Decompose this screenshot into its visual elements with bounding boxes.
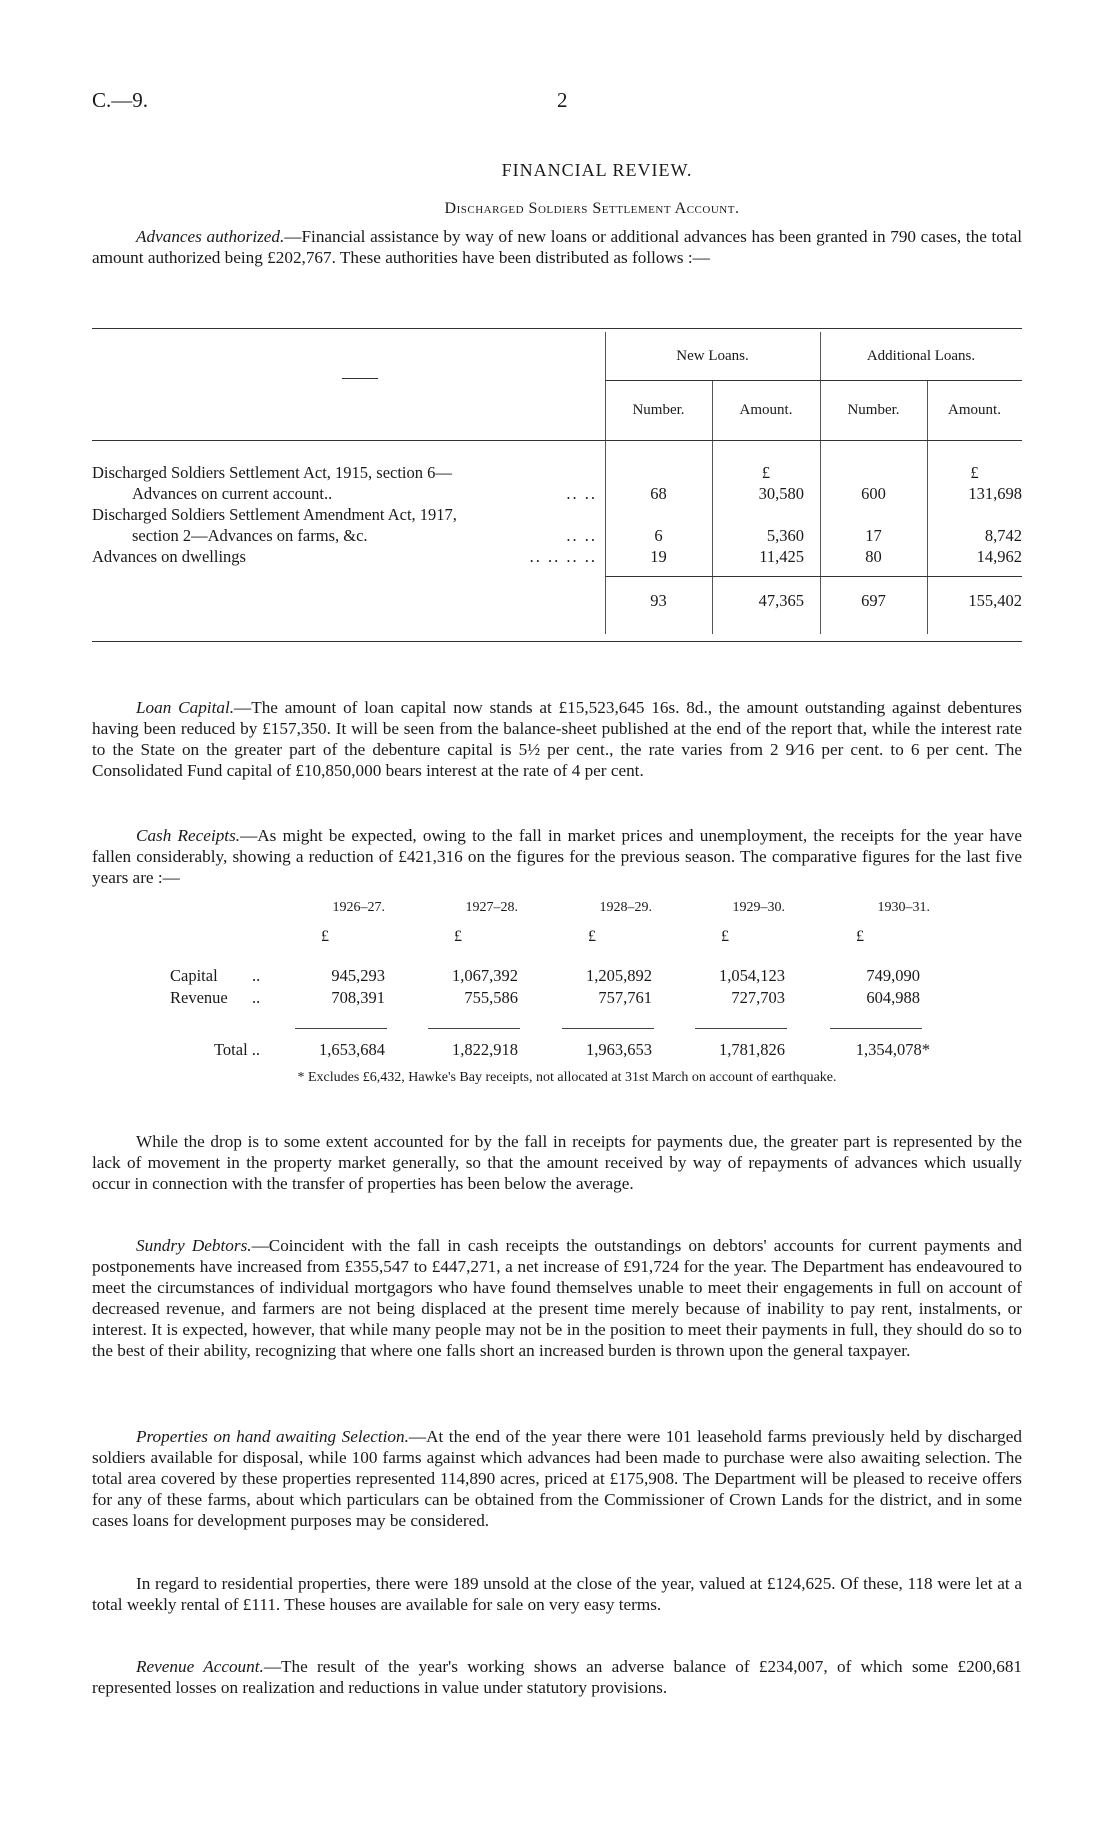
total-value: 1,354,078* [855,1040,930,1059]
loan-capital-text: —The amount of loan capital now stands at £15,523,645 16s. 8d., the amount outstanding against debentures having been reduced by £157,350. It will be seen from the balance-sheet published at the end of the report that, while the interest rate to the State on the greater part of the debenture capital is 5½ per cent., the rate varies from 2 9⁄16 per cent. to 6 per cent. The Consolidated Fund capital of £10,850,000 bears interest at the rate of 4 per cent. [92,698,1022,780]
cell-new-amount: 5,360 [766,526,804,545]
stub-header-dash [342,378,378,379]
total-new-number: 93 [650,591,667,610]
cash-receipts-lead: Cash Receipts. [136,826,241,845]
revenue-value: 755,586 [464,988,518,1007]
document-code: C.—9. [92,88,149,112]
cash-receipts-paragraph [92,825,1022,888]
row-label: Discharged Soldiers Settlement Amendment Act, 1917, [92,505,457,524]
running-header [92,88,1022,112]
properties-paragraph [92,1426,1022,1531]
total-underline [830,1028,922,1029]
header-new-loans: New Loans. [676,348,749,364]
dot-leaders: .. .. .. .. [529,547,597,566]
receipts-table [170,900,970,1060]
dot-leaders: .. .. [566,526,597,545]
revenue-account-paragraph [92,1656,1022,1698]
row-label-total: Total .. [214,1040,261,1059]
currency-symbol: £ [588,928,596,945]
row-label: Advances on current account.. .. .. [132,484,597,503]
section-subtitle: Discharged Soldiers Settlement Account. [444,200,740,217]
total-underline [562,1028,654,1029]
advances-text: —Financial assistance by way of new loans or additional advances has been granted in 790 cases, the total amount authorized being £202,767. These authorities have been distributed as follows :— [92,227,1023,267]
properties-lead: Properties on hand awaiting Selection. [136,1427,409,1446]
capital-value: 749,090 [866,966,920,985]
currency-symbol: £ [721,928,729,945]
section-title: FINANCIAL REVIEW. [501,160,693,180]
cell-add-amount: 8,742 [984,526,1022,545]
table-bottom-rule [92,641,1022,642]
revenue-value: 757,761 [598,988,652,1007]
cell-add-number: 17 [865,526,882,545]
cash-receipts-text: —As might be expected, owing to the fall in market prices and unemployment, the receipts for the year have fallen considerably, showing a reduction of £421,316 on the figures for the previous season. The comparative figures for the last five years are :— [92,826,1022,887]
header-new-number: Number. [632,402,685,418]
capital-value: 1,067,392 [452,966,518,985]
header-additional-loans: Additional Loans. [866,348,976,364]
row-label-capital: Capital .. [170,966,261,985]
year-header: 1926–27. [332,900,385,915]
advances-table [92,328,1022,642]
page-number: 2 [557,88,568,112]
total-value: 1,822,918 [452,1040,518,1059]
capital-value: 945,293 [331,966,385,985]
capital-value: 1,205,892 [586,966,652,985]
cell-add-amount: 131,698 [968,484,1022,503]
capital-value: 1,054,123 [719,966,785,985]
cell-add-number: 80 [865,547,882,566]
currency-symbol: £ [856,928,864,945]
currency-symbol: £ [454,928,462,945]
footnote: * Excludes £6,432, Hawke's Bay receipts, not allocated at 31st March on account of earthquake. [297,1070,837,1085]
currency-symbol: £ [761,463,771,482]
cell-new-amount: 30,580 [758,484,804,503]
total-value: 1,781,826 [719,1040,785,1059]
cell-new-number: 19 [650,547,667,566]
row-label: Advances on dwellings .. .. .. .. [92,547,597,566]
drop-paragraph: While the drop is to some extent accounted for by the fall in receipts for payments due, the greater part is represented by the lack of movement in the property market generally, so that the amount received by way of repayments of advances which usually occur in connection with the transfer of properties has been below the average. [92,1132,1022,1193]
total-add-number: 697 [861,591,886,610]
group-header-rule [605,380,1022,381]
header-add-number: Number. [847,402,900,418]
cell-add-amount: 14,962 [976,547,1022,566]
total-add-amount: 155,402 [968,591,1022,610]
loan-capital-paragraph [92,697,1022,781]
total-new-amount: 47,365 [758,591,804,610]
revenue-value: 727,703 [731,988,785,1007]
totals-rule [605,576,1022,577]
header-bottom-rule [92,440,1022,441]
row-label: section 2—Advances on farms, &c. .. .. [132,526,597,545]
total-value: 1,653,684 [319,1040,385,1059]
revenue-value: 604,988 [866,988,920,1007]
sundry-debtors-paragraph [92,1235,1022,1361]
cell-add-number: 600 [861,484,886,503]
revenue-account-lead: Revenue Account. [136,1657,264,1676]
total-value: 1,963,653 [586,1040,652,1059]
total-underline [295,1028,387,1029]
residential-paragraph: In regard to residential properties, there were 189 unsold at the close of the year, valued at £124,625. Of these, 118 were let at a total weekly rental of £111. These houses are available for sale on very easy terms. [92,1574,1022,1614]
row-label-revenue: Revenue .. [170,988,261,1007]
revenue-value: 708,391 [331,988,385,1007]
sundry-debtors-lead: Sundry Debtors. [136,1236,252,1255]
year-header: 1930–31. [877,900,930,915]
cell-new-amount: 11,425 [759,547,804,566]
row-label: Discharged Soldiers Settlement Act, 1915, section 6— [92,463,452,482]
cell-new-number: 68 [650,484,667,503]
total-underline [695,1028,787,1029]
header-add-amount: Amount. [948,402,1001,418]
year-header: 1928–29. [599,900,652,915]
revenue-account-text: —The result of the year's working shows an adverse balance of £234,007, of which some £200,681 represented losses on realization and reductions in value under statutory provisions. [92,1657,1023,1697]
year-header: 1927–28. [465,900,518,915]
sundry-debtors-text: —Coincident with the fall in cash receipts the outstandings on debtors' accounts for current payments and postponements have increased from £355,547 to £447,271, a net increase of £91,724 for the year. The Department has endeavoured to meet the circumstances of individual mortgagors who have found themselves unable to meet their engagements in full on account of decreased revenue, and farmers are not being displaced at the present time merely because of inability to pay rent, instalments, or interest. It is expected, however, that while many people may not be in the position to meet their payments in full, they should do so to the best of their ability, recognizing that where one falls short an increased burden is thrown upon the general taxpayer. [92,1236,1023,1360]
total-underline [428,1028,520,1029]
advances-paragraph [92,226,1022,268]
loan-capital-lead: Loan Capital. [136,698,235,717]
year-header: 1929–30. [732,900,785,915]
cell-new-number: 6 [654,526,663,545]
header-new-amount: Amount. [739,402,793,418]
currency-symbol: £ [970,463,979,482]
table-top-rule [92,328,1022,329]
dot-leaders: .. .. [566,484,597,503]
advances-lead: Advances authorized. [136,227,285,246]
currency-symbol: £ [321,928,329,945]
properties-text: —At the end of the year there were 101 leasehold farms previously held by discharged soldiers available for disposal, while 100 farms against which advances had been made to purchase were also awaiting selection. The total area covered by these properties represented 114,890 acres, priced at £175,908. The Department will be pleased to receive offers for any of these farms, about which particulars can be obtained from the Commissioner of Crown Lands for the district, and in some cases loans for development purposes may be considered. [92,1427,1022,1530]
